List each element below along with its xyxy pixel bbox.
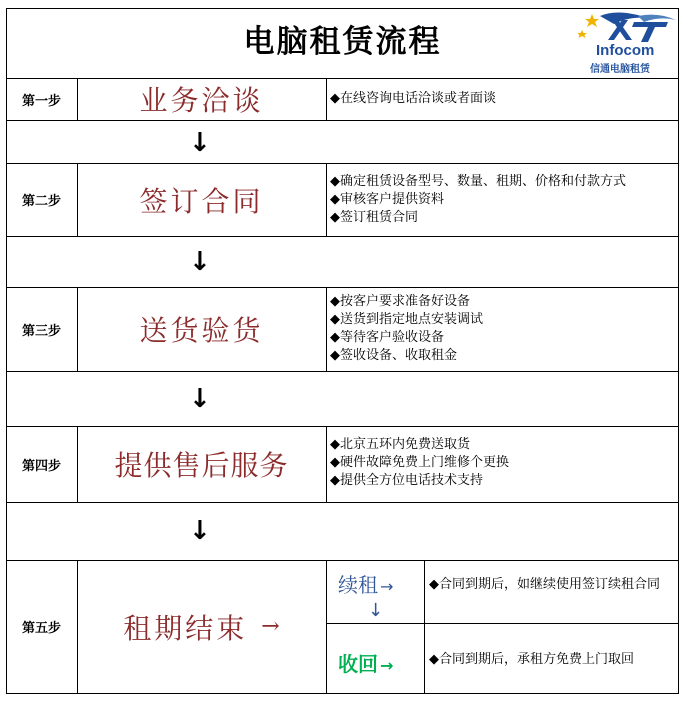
logo-emblem-icon (578, 10, 678, 44)
step-3-action: 送货验货 (139, 314, 264, 347)
page-title: 电脑租赁流程 (243, 24, 442, 60)
list-item: ◆按客户要求准备好设备 (330, 294, 470, 309)
step-5-label: 第五步 (21, 621, 61, 636)
step-2-action: 签订合同 (139, 184, 264, 218)
list-item: ◆确定租赁设备型号、数量、租期、价格和付款方式 (330, 174, 626, 189)
down-arrow-icon: ↓ (189, 516, 211, 546)
renew-option (338, 569, 393, 598)
renew-description: ◆合同到期后，如继续使用签订续租合同 (429, 577, 660, 592)
step-4-label: 第四步 (21, 458, 61, 474)
step-4-action: 提供售后服务 (114, 449, 289, 482)
list-item: ◆硬件故障免费上门维修个更换 (330, 455, 509, 470)
step-1-label: 第一步 (21, 93, 61, 109)
logo-brand-text: Infocom (596, 42, 655, 59)
logo-cn-text: 信通电脑租赁 (590, 64, 650, 75)
list-item: ◆在线咨询电话洽谈或者面谈 (330, 91, 496, 106)
step-2-items (327, 173, 677, 227)
down-arrow-icon: ↓ (189, 384, 211, 414)
step-3-label: 第三步 (21, 323, 61, 339)
right-arrow-icon: → (380, 577, 394, 596)
down-arrow-icon: ↓ (189, 128, 211, 158)
right-arrow-icon: → (380, 656, 394, 675)
list-item: ◆等待客户验收设备 (330, 330, 444, 345)
down-arrow-icon: ↓ (368, 600, 384, 621)
list-item: ◆北京五环内免费送取货 (330, 437, 470, 452)
right-arrow-icon: → (261, 614, 280, 639)
step-1-action: 业务洽谈 (139, 84, 264, 117)
list-item: ◆送货到指定地点安装调试 (330, 312, 483, 327)
infocom-logo (578, 10, 678, 74)
step-4-items (327, 436, 677, 490)
step-1-items (327, 90, 677, 108)
recover-option (338, 648, 393, 677)
recover-description: ◆合同到期后，承租方免费上门取回 (429, 652, 634, 667)
down-arrow-icon: ↓ (189, 247, 211, 277)
list-item: ◆提供全方位电话技术支持 (330, 473, 483, 488)
renew-label: 续租 (338, 573, 378, 597)
step-2-label: 第二步 (21, 194, 61, 209)
list-item: ◆签收设备、收取租金 (330, 348, 457, 363)
recover-label: 收回 (338, 652, 378, 676)
step-5-action-text: 租期结束 (123, 611, 248, 645)
step-3-items (327, 293, 677, 365)
renew-text (426, 575, 676, 594)
recover-text (426, 651, 676, 669)
list-item: ◆审核客户提供资料 (330, 192, 444, 207)
step-5-action (77, 560, 326, 693)
list-item: ◆签订租赁合同 (330, 210, 418, 225)
